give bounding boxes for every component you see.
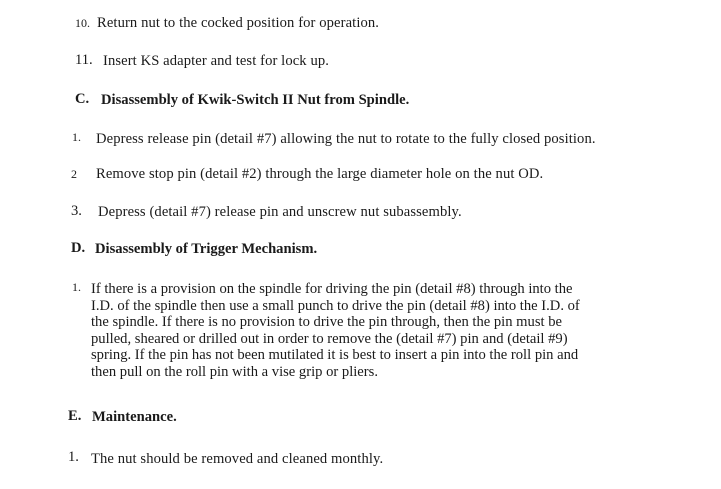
- paragraph-line: then pull on the roll pin with a vise grip or pliers.: [91, 363, 378, 380]
- section-d-step-1-paragraph: [91, 281, 580, 380]
- section-d-letter: D.: [71, 240, 86, 256]
- section-c-letter: C.: [75, 91, 90, 107]
- section-e-step-1-text: The nut should be removed and cleaned monthly.: [91, 451, 384, 467]
- paragraph-line: pulled, sheared or drilled out in order to remove the (detail #7) pin and (detail #9): [91, 330, 568, 347]
- section-e-letter: E.: [68, 408, 82, 424]
- item-10-number: 10.: [75, 16, 90, 30]
- paragraph-line: If there is a provision on the spindle for driving the pin (detail #8) through into the: [91, 281, 573, 297]
- item-11-text: Insert KS adapter and test for lock up.: [103, 53, 329, 69]
- section-c-title: Disassembly of Kwik-Switch II Nut from Spindle.: [101, 92, 410, 108]
- paragraph-line: spring. If the pin has not been mutilated it is best to insert a pin into the roll pin and: [91, 347, 579, 363]
- paragraph-line: I.D. of the spindle then use a small punch to drive the pin (detail #8) into the I.D. of: [91, 297, 580, 314]
- paragraph-line: the spindle. If there is no provision to drive the pin through, then the pin must be: [91, 314, 562, 330]
- section-d-step-1-number: 1.: [72, 280, 81, 294]
- item-11-number: 11.: [75, 52, 93, 68]
- section-c-step-1-number: 1.: [72, 130, 81, 144]
- section-c-step-2-text: Remove stop pin (detail #2) through the large diameter hole on the nut OD.: [96, 166, 544, 182]
- section-c-step-3-text: Depress (detail #7) release pin and unscrew nut subassembly.: [98, 204, 462, 220]
- section-e-title: Maintenance.: [92, 409, 177, 425]
- section-e-step-1-number: 1.: [68, 449, 79, 465]
- section-c-step-3-number: 3.: [71, 203, 82, 219]
- section-c-step-2-number: 2: [71, 167, 77, 181]
- section-c-step-1-text: Depress release pin (detail #7) allowing the nut to rotate to the fully closed position.: [96, 131, 596, 147]
- item-10-text: Return nut to the cocked position for operation.: [97, 15, 380, 31]
- section-d-title: Disassembly of Trigger Mechanism.: [95, 241, 318, 257]
